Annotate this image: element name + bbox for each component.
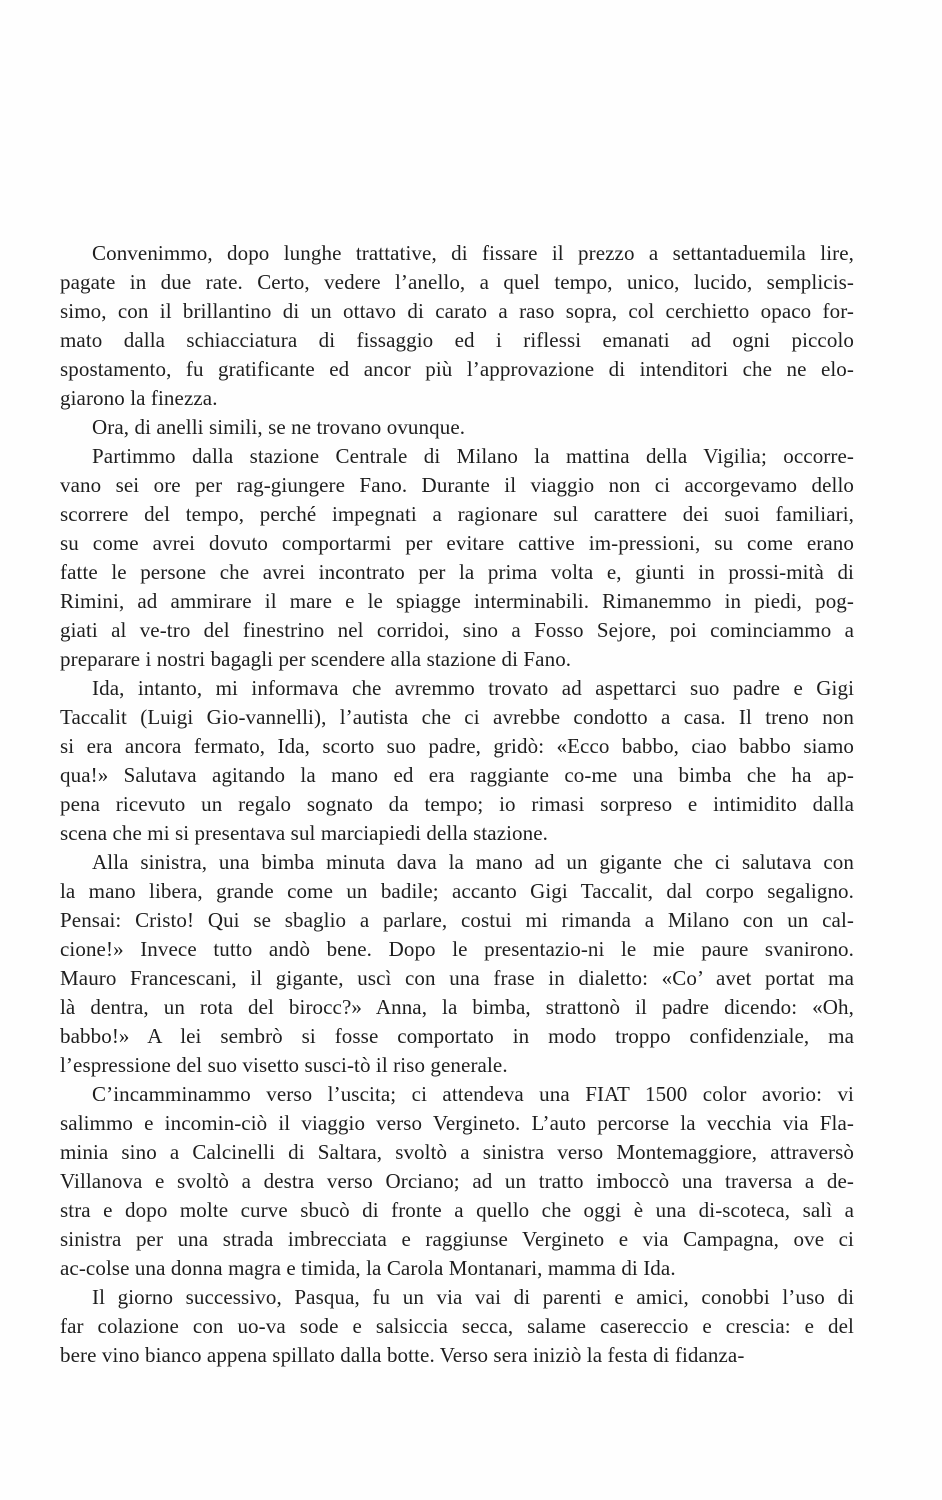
text-line: pagate in due rate. Certo, vedere l’anello, a quel tempo, unico, lucido, semplicis- [60, 270, 854, 294]
text-line: Convenimmo, dopo lunghe trattative, di fissare il prezzo a settantaduemila lire, [92, 241, 854, 265]
text-line: Alla sinistra, una bimba minuta dava la mano ad un gigante che ci salutava con [92, 850, 854, 874]
text-line: scorrere del tempo, perché impegnati a ragionare sul carattere dei suoi familiari, [60, 502, 854, 526]
text-line: sinistra per una strada imbrecciata e raggiunse Vergineto e via Campagna, ove ci [60, 1227, 854, 1251]
text-line: la mano libera, grande come un badile; accanto Gigi Taccalit, dal corpo segaligno. [60, 879, 854, 903]
text-line: vano sei ore per rag-giungere Fano. Durante il viaggio non ci accorgevamo dello [60, 473, 854, 497]
text-line: spostamento, fu gratificante ed ancor più l’approvazione di intenditori che ne elo- [60, 357, 854, 381]
text-line: su come avrei dovuto comportarmi per evitare cattive im-pressioni, su come erano [60, 531, 854, 555]
text-line: C’incamminammo verso l’uscita; ci attendeva una FIAT 1500 color avorio: vi [92, 1082, 854, 1106]
text-line: stra e dopo molte curve sbucò di fronte a quello che oggi è una di-scoteca, salì a [60, 1198, 854, 1222]
text-line: Mauro Francescani, il gigante, uscì con una frase in dialetto: «Co’ avet portat ma [60, 966, 854, 990]
page-text [60, 239, 854, 1370]
text-line: far colazione con uo-va sode e salsiccia secca, salame casereccio e crescia: e del [60, 1314, 854, 1338]
text-line: l’espressione del suo visetto susci-tò il riso generale. [60, 1053, 508, 1077]
text-line: scena che mi si presentava sul marciapiedi della stazione. [60, 821, 549, 845]
text-line: pena ricevuto un regalo sognato da tempo; io rimasi sorpreso e intimidito dalla [60, 792, 854, 816]
text-line: babbo!» A lei sembrò si fosse comportato in modo troppo confidenziale, ma [60, 1024, 854, 1048]
text-line: ac-colse una donna magra e timida, la Carola Montanari, mamma di Ida. [60, 1256, 676, 1280]
paragraph [60, 1080, 854, 1283]
text-line: mato dalla schiacciatura di fissaggio ed i riflessi emanati ad ogni piccolo [60, 328, 854, 352]
text-line: Ora, di anelli simili, se ne trovano ovunque. [92, 415, 466, 439]
text-line: si era ancora fermato, Ida, scorto suo padre, gridò: «Ecco babbo, ciao babbo siamo [60, 734, 854, 758]
text-line: cione!» Invece tutto andò bene. Dopo le presentazio-ni le mie paure svanirono. [60, 937, 854, 961]
paragraph [60, 239, 854, 413]
text-line: Partimmo dalla stazione Centrale di Milano la mattina della Vigilia; occorre- [92, 444, 854, 468]
text-line: simo, con il brillantino di un ottavo di carato a raso sopra, col cerchietto opaco for- [60, 299, 854, 323]
paragraph [60, 848, 854, 1080]
text-line: Rimini, ad ammirare il mare e le spiagge interminabili. Rimanemmo in piedi, pog- [60, 589, 854, 613]
paragraph [60, 413, 854, 442]
paragraph [60, 674, 854, 848]
text-line: giati al ve-tro del finestrino nel corridoi, sino a Fosso Sejore, poi cominciammo a [60, 618, 854, 642]
text-line: Il giorno successivo, Pasqua, fu un via vai di parenti e amici, conobbi l’uso di [92, 1285, 854, 1309]
paragraph [60, 442, 854, 674]
text-line: Taccalit (Luigi Gio-vannelli), l’autista che ci avrebbe condotto a casa. Il treno non [60, 705, 854, 729]
text-line: là dentra, un rota del birocc?» Anna, la bimba, strattonò il padre dicendo: «Oh, [60, 995, 854, 1019]
text-line: bere vino bianco appena spillato dalla botte. Verso sera iniziò la festa di fidanza- [60, 1343, 745, 1367]
text-line: Pensai: Cristo! Qui se sbaglio a parlare, costui mi rimanda a Milano con un cal- [60, 908, 854, 932]
text-line: preparare i nostri bagagli per scendere alla stazione di Fano. [60, 647, 572, 671]
text-line: minia sino a Calcinelli di Saltara, svoltò a sinistra verso Montemaggiore, attraversò [60, 1140, 854, 1164]
text-line: Villanova e svoltò a destra verso Orciano; ad un tratto imboccò una traversa a de- [60, 1169, 854, 1193]
text-line: salimmo e incomin-ciò il viaggio verso Vergineto. L’auto percorse la vecchia via Fla- [60, 1111, 854, 1135]
text-line: fatte le persone che avrei incontrato per la prima volta e, giunti in prossi-mità di [60, 560, 854, 584]
text-line: giarono la finezza. [60, 386, 218, 410]
text-line: Ida, intanto, mi informava che avremmo trovato ad aspettarci suo padre e Gigi [92, 676, 854, 700]
paragraph [60, 1283, 854, 1370]
text-line: qua!» Salutava agitando la mano ed era raggiante co-me una bimba che ha ap- [60, 763, 854, 787]
